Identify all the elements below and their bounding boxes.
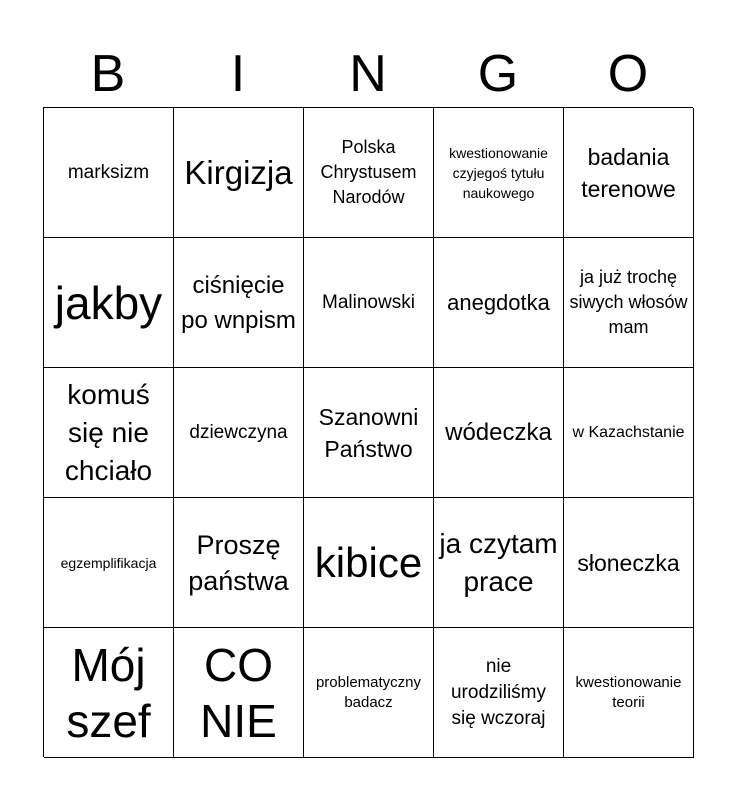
cell-text: kwestionowanie teorii <box>575 673 682 711</box>
cell-text: nie urodziliśmy się wczoraj <box>450 655 547 729</box>
cell-text: słoneczka <box>577 549 680 576</box>
bingo-header <box>43 40 693 108</box>
cell-text: kibice <box>314 538 423 586</box>
cell-text: anegdotka <box>447 289 550 315</box>
cell-text: problematyczny badacz <box>315 673 422 711</box>
cell-text: Szanowni Państwo <box>318 403 419 462</box>
cell-text: ja już trochę siwych włosów mam <box>569 267 688 337</box>
header-letter-n: N <box>349 45 387 103</box>
cell-text: Mój szef <box>66 638 151 747</box>
header-letter-o: O <box>607 45 649 103</box>
cell-text: Polska Chrystusem Narodów <box>320 137 417 207</box>
bingo-cell[interactable] <box>44 368 174 498</box>
bingo-cell[interactable] <box>434 498 564 628</box>
bingo-cell[interactable] <box>174 628 304 758</box>
cell-text: marksizm <box>67 162 150 183</box>
bingo-cell[interactable] <box>564 498 694 628</box>
cell-text: ciśnięcie po wnpism <box>181 271 296 334</box>
bingo-cell[interactable] <box>174 108 304 238</box>
bingo-card <box>43 107 693 757</box>
cell-text: Kirgizja <box>184 153 293 191</box>
bingo-cell[interactable] <box>44 238 174 368</box>
bingo-cell[interactable] <box>434 628 564 758</box>
header-letter-i: I <box>230 45 246 103</box>
cell-text: egzemplifikacja <box>60 554 157 571</box>
bingo-cell[interactable] <box>174 238 304 368</box>
bingo-cell[interactable] <box>44 498 174 628</box>
cell-text: jakby <box>54 276 163 329</box>
bingo-cell[interactable] <box>44 108 174 238</box>
header-letter-g: G <box>477 45 519 103</box>
cell-text: Proszę państwa <box>188 529 289 596</box>
bingo-cell[interactable] <box>564 368 694 498</box>
cell-text: w Kazachstanie <box>572 423 685 441</box>
bingo-cell[interactable] <box>174 498 304 628</box>
bingo-cell[interactable] <box>434 108 564 238</box>
cell-text: komuś się nie chciało <box>64 378 153 486</box>
cell-text: CO NIE <box>200 638 277 747</box>
header-letter-b: B <box>90 45 126 103</box>
bingo-cell[interactable] <box>304 108 434 238</box>
bingo-cell[interactable] <box>304 498 434 628</box>
bingo-cell[interactable] <box>174 368 304 498</box>
bingo-cell[interactable] <box>304 238 434 368</box>
bingo-cell[interactable] <box>564 238 694 368</box>
cell-text: kwestionowanie czyjegoś tytułu naukowego <box>449 144 548 201</box>
bingo-cell[interactable] <box>434 238 564 368</box>
bingo-cell[interactable] <box>564 628 694 758</box>
bingo-cell[interactable] <box>564 108 694 238</box>
bingo-cell[interactable] <box>304 368 434 498</box>
cell-text: ja czytam prace <box>439 527 558 597</box>
cell-text: Malinowski <box>322 292 415 313</box>
bingo-cell[interactable] <box>434 368 564 498</box>
cell-text: dziewczyna <box>189 422 288 443</box>
bingo-cell[interactable] <box>44 628 174 758</box>
cell-text: badania terenowe <box>581 143 676 202</box>
cell-text: wódeczka <box>445 418 552 446</box>
bingo-cell[interactable] <box>304 628 434 758</box>
